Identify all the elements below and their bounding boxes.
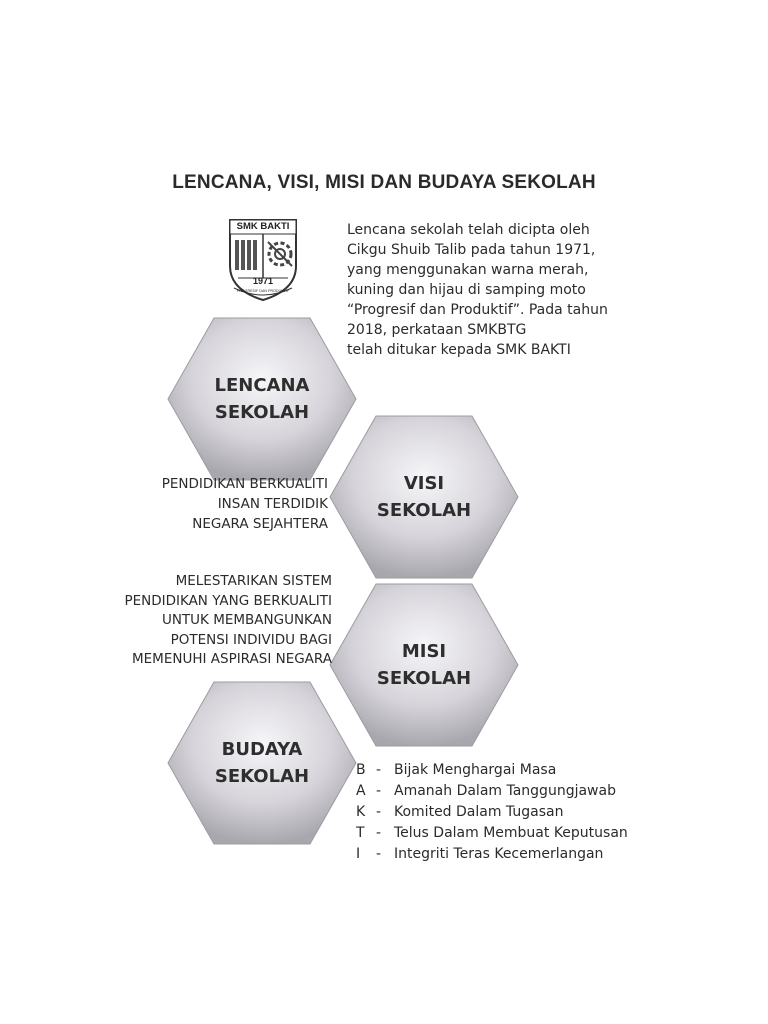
- intro-line: Lencana sekolah telah dicipta oleh: [347, 222, 590, 238]
- intro-line: yang menggunakan warna merah,: [347, 262, 589, 278]
- budaya-item: [356, 760, 656, 781]
- visi-line: NEGARA SEJAHTERA: [192, 516, 328, 532]
- hexagon-label-line: SEKOLAH: [214, 402, 310, 423]
- budaya-dash: -: [376, 825, 382, 841]
- budaya-item: [356, 844, 656, 865]
- intro-line: kuning dan hijau di samping moto: [347, 282, 586, 298]
- budaya-list: [356, 760, 656, 865]
- budaya-dash: -: [376, 804, 382, 820]
- budaya-text: Telus Dalam Membuat Keputusan: [394, 825, 628, 841]
- visi-line: INSAN TERDIDIK: [217, 496, 328, 512]
- budaya-letter: I: [356, 846, 361, 862]
- budaya-text: Bijak Menghargai Masa: [394, 762, 557, 778]
- budaya-dash: -: [376, 846, 382, 862]
- hexagon-label-line: VISI: [403, 473, 445, 494]
- budaya-text: Integriti Teras Kecemerlangan: [394, 846, 604, 862]
- badge-year: 1971: [252, 276, 274, 286]
- budaya-item: [356, 781, 656, 802]
- badge-motto: PROGRESIF DAN PRODUKTIF: [236, 289, 290, 293]
- budaya-letter: A: [356, 783, 366, 799]
- budaya-letter: T: [356, 825, 365, 841]
- hexagon-label-line: SEKOLAH: [214, 766, 310, 787]
- hexagon-label-line: SEKOLAH: [376, 668, 472, 689]
- misi-line: PENDIDIKAN YANG BERKUALITI: [124, 592, 332, 609]
- hexagon-label-line: SEKOLAH: [376, 500, 472, 521]
- badge-top-text: SMK BAKTI: [236, 221, 290, 232]
- budaya-text: Amanah Dalam Tanggungjawab: [394, 783, 616, 799]
- misi-line: MEMENUHI ASPIRASI NEGARA: [132, 651, 332, 667]
- hexagon-visi-sekolah: [328, 414, 520, 580]
- intro-line: 2018, perkataan SMKBTG: [347, 322, 527, 338]
- visi-statement: [68, 474, 328, 534]
- budaya-letter: K: [356, 804, 366, 820]
- page-title: LENCANA, VISI, MISI DAN BUDAYA SEKOLAH: [172, 172, 596, 193]
- budaya-letter: B: [356, 762, 366, 778]
- intro-line: Cikgu Shuib Talib pada tahun 1971,: [347, 242, 596, 258]
- budaya-item: [356, 802, 656, 823]
- misi-line: POTENSI INDIVIDU BAGI: [170, 631, 332, 648]
- visi-line: PENDIDIKAN BERKUALITI: [161, 476, 328, 492]
- budaya-dash: -: [376, 762, 382, 778]
- budaya-text: Komited Dalam Tugasan: [394, 804, 564, 820]
- hexagon-label-line: MISI: [401, 641, 447, 662]
- hexagon-label-line: LENCANA: [214, 375, 310, 396]
- intro-line: “Progresif dan Produktif”. Pada tahun: [347, 302, 608, 318]
- hexagon-budaya-sekolah: [166, 680, 358, 846]
- hexagon-label-line: BUDAYA: [221, 739, 303, 760]
- misi-line: MELESTARIKAN SISTEM: [175, 573, 332, 589]
- intro-line: telah ditukar kepada SMK BAKTI: [347, 342, 571, 358]
- misi-line: UNTUK MEMBANGUNKAN: [161, 612, 332, 628]
- budaya-dash: -: [376, 783, 382, 799]
- budaya-item: [356, 823, 656, 844]
- badge-description: [347, 220, 647, 360]
- misi-statement: [32, 572, 332, 670]
- school-badge: [228, 218, 298, 302]
